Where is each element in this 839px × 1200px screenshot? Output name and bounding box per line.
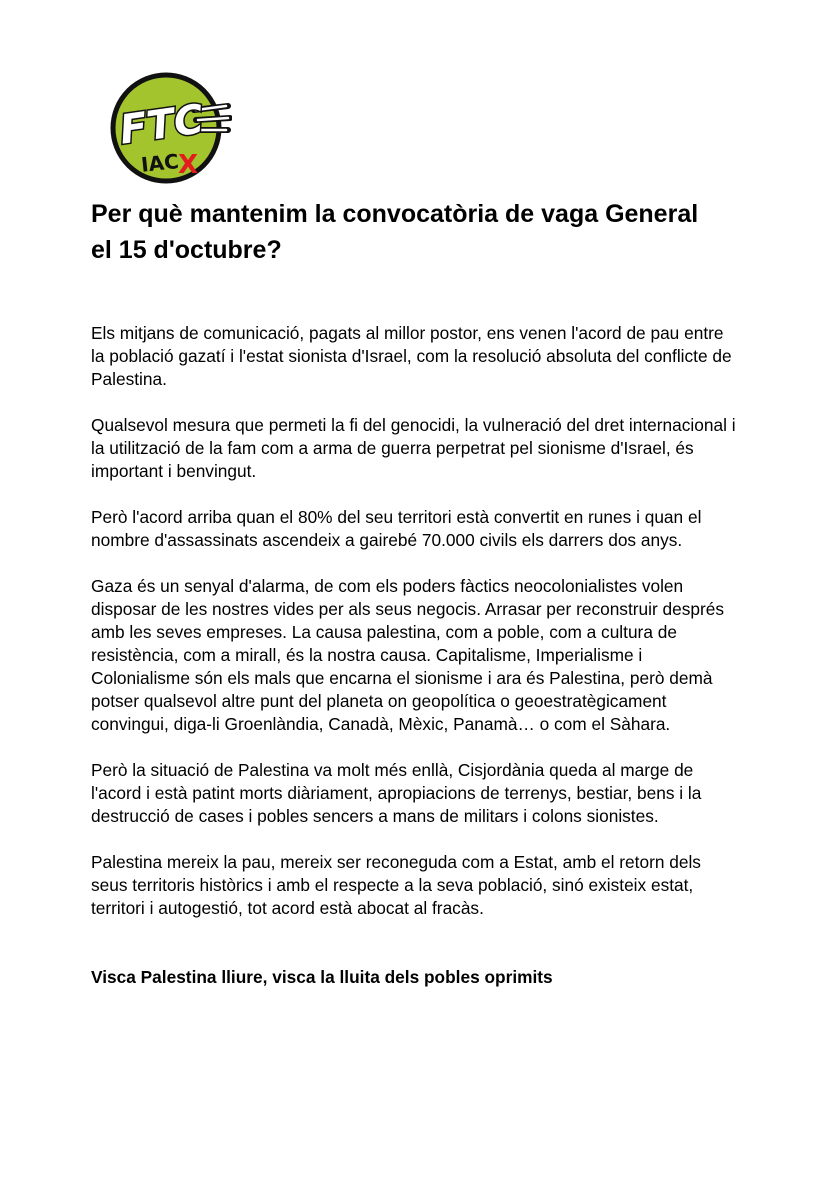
paragraph-west-bank [91, 759, 751, 828]
text-line: destrucció de cases i pobles sencers a mans de militars i colons sionistes. [91, 806, 659, 826]
title-line: el 15 d'octubre? [91, 236, 282, 264]
text-line: seus territoris històrics i amb el respecte a la seva població, sinó existeix estat, [91, 875, 694, 895]
paragraph-territory-ruins [91, 506, 751, 552]
paragraph-gaza-alarm [91, 575, 751, 736]
title-line: Per què mantenim la convocatòria de vaga General [91, 200, 699, 228]
document-title [91, 196, 771, 268]
logo-x-mark: X [177, 150, 199, 180]
text-line: amb les seves empreses. La causa palestina, com a poble, com a cultura de [91, 622, 677, 642]
ftc-iac-logo [104, 72, 232, 184]
logo-graphic [104, 72, 232, 184]
text-line: Palestina. [91, 369, 167, 389]
text-line: disposar de les nostres vides per als seus negocis. Arrasar per reconstruir després [91, 599, 724, 619]
paragraph-end-of-genocide [91, 414, 751, 483]
text-line: Però la situació de Palestina va molt més enllà, Cisjordània queda al marge de [91, 760, 694, 780]
text-line: nombre d'assassinats ascendeix a gairebé 70.000 civils els darrers dos anys. [91, 530, 683, 550]
closing-slogan: Visca Palestina lliure, visca la lluita dels pobles oprimits [91, 967, 553, 987]
text-line: Colonialisme són els mals que encarna el sionisme i ara és Palestina, però demà [91, 668, 713, 688]
text-line: la població gazatí i l'estat sionista d'Israel, com la resolució absoluta del conflicte de [91, 346, 732, 366]
text-line: Però l'acord arriba quan el 80% del seu territori està convertit en runes i quan el [91, 507, 702, 527]
logo-sub-text: IAC [139, 149, 180, 177]
text-line: important i benvingut. [91, 461, 257, 481]
text-line: Gaza és un senyal d'alarma, de com els poders fàctics neocolonialistes volen [91, 576, 684, 596]
text-line: l'acord i està patint morts diàriament, apropiacions de terrenys, bestiar, bens i la [91, 783, 702, 803]
paragraph-media-peace-deal [91, 322, 751, 391]
document-body [91, 322, 751, 943]
text-line: potser qualsevol altre punt del planeta on geopolítica o geoestratègicament [91, 691, 667, 711]
text-line: territori i autogestió, tot acord està abocat al fracàs. [91, 898, 484, 918]
text-line: Els mitjans de comunicació, pagats al millor postor, ens venen l'acord de pau entre [91, 323, 724, 343]
text-line: Qualsevol mesura que permeti la fi del genocidi, la vulneració del dret internacional i [91, 415, 736, 435]
text-line: resistència, com a mirall, és la nostra causa. Capitalisme, Imperialisme i [91, 645, 643, 665]
text-line: convingui, diga-li Groenlàndia, Canadà, Mèxic, Panamà… o com el Sàhara. [91, 714, 671, 734]
text-line: la utilització de la fam com a arma de guerra perpetrat pel sionisme d'Israel, és [91, 438, 694, 458]
paragraph-palestine-deserves-peace [91, 851, 751, 920]
logo-main-text: FTC [116, 96, 207, 154]
text-line: Palestina mereix la pau, mereix ser reconeguda com a Estat, amb el retorn dels [91, 852, 701, 872]
